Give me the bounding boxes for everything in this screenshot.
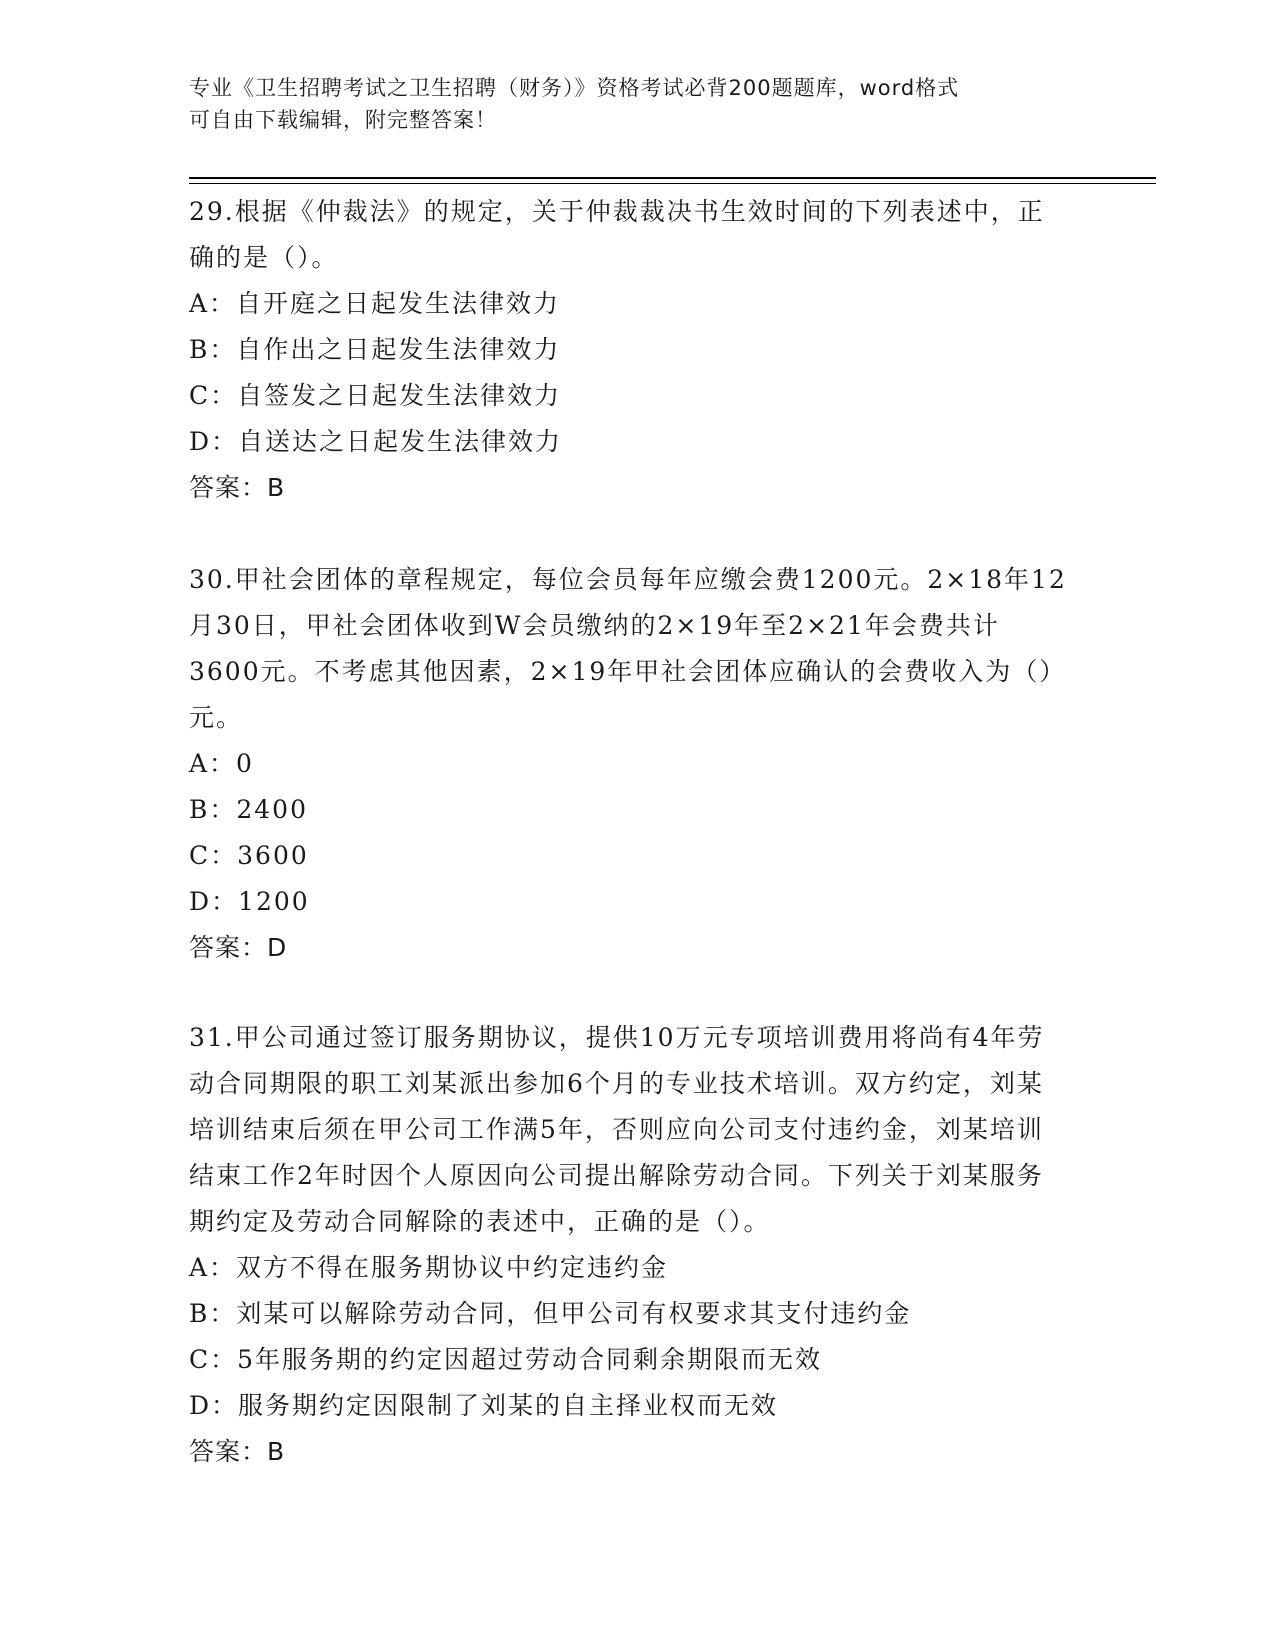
option-a: A：双方不得在服务期协议中约定违约金 xyxy=(189,1253,669,1282)
option-a: A：0 xyxy=(189,749,254,778)
option-a: A：自开庭之日起发生法律效力 xyxy=(189,289,561,318)
option-d: D：服务期约定因限制了刘某的自主择业权而无效 xyxy=(189,1391,779,1420)
question-29 xyxy=(189,189,1069,511)
header-divider-thin xyxy=(189,183,1156,184)
question-stem: 29.根据《仲裁法》的规定，关于仲裁裁决书生效时间的下列表述中，正确的是（）。 xyxy=(189,197,1045,272)
option-c: C：5年服务期的约定因超过劳动合同剩余期限而无效 xyxy=(189,1345,823,1374)
header-line-1: 专业《卫生招聘考试之卫生招聘（财务）》资格考试必背200题题库，word格式 xyxy=(189,76,960,100)
answer-label: 答案：B xyxy=(189,473,286,502)
answer-label: 答案：D xyxy=(189,933,288,962)
option-d: D：自送达之日起发生法律效力 xyxy=(189,427,563,456)
option-b: B：刘某可以解除劳动合同，但甲公司有权要求其支付违约金 xyxy=(189,1299,912,1328)
option-d: D：1200 xyxy=(189,887,310,916)
question-30 xyxy=(189,557,1069,971)
question-31 xyxy=(189,1015,1069,1475)
option-c: C：自签发之日起发生法律效力 xyxy=(189,381,562,410)
answer-label: 答案：B xyxy=(189,1437,286,1466)
option-b: B：自作出之日起发生法律效力 xyxy=(189,335,561,364)
question-stem: 31.甲公司通过签订服务期协议，提供10万元专项培训费用将尚有4年劳动合同期限的职工刘某派出参加6个月的专业技术培训。双方约定，刘某培训结束后须在甲公司工作满5年，否则应向公司支付违约金，刘某培训结束工作2年时因个人原因向公司提出解除劳动合同。下列关于刘某服务期约定及劳动合同解除的表述中，正确的是（）。 xyxy=(189,1023,1045,1236)
option-b: B：2400 xyxy=(189,795,308,824)
header-line-2: 可自由下载编辑，附完整答案！ xyxy=(189,108,497,132)
header-divider-thick xyxy=(189,177,1156,179)
option-c: C：3600 xyxy=(189,841,309,870)
question-stem: 30.甲社会团体的章程规定，每位会员每年应缴会费1200元。2×18年12月30日，甲社会团体收到W会员缴纳的2×19年至2×21年会费共计3600元。不考虑其他因素，2×19年甲社会团体应确认的会费收入为（）元。 xyxy=(189,565,1067,732)
document-header xyxy=(189,72,1069,136)
